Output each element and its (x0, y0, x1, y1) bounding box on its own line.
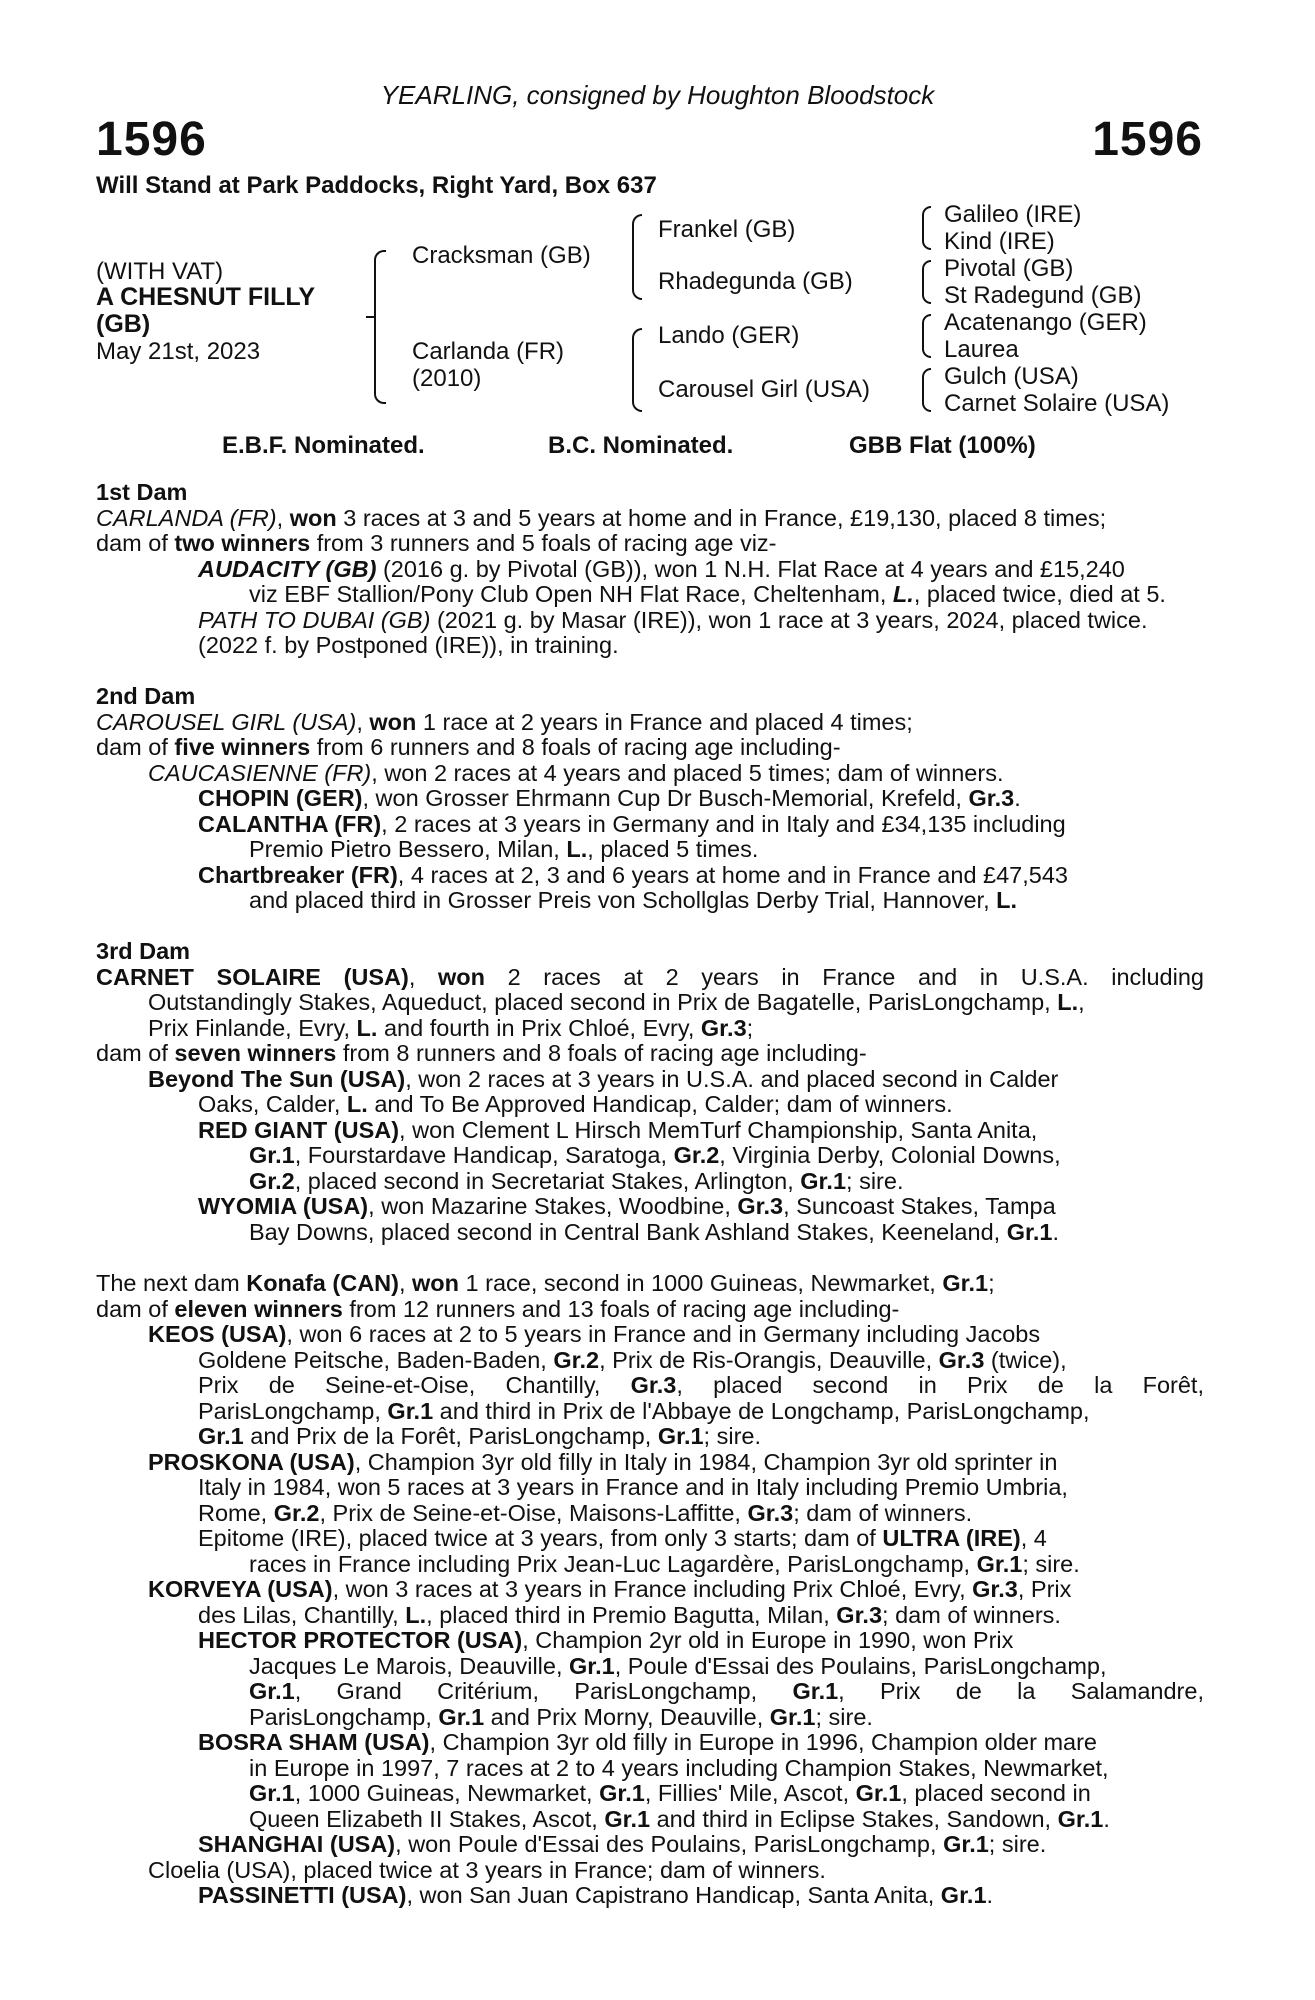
third-dam-line-11: Bay Downs, placed second in Central Bank Ashland Stakes, Keeneland, Gr.1. (249, 1219, 1059, 1245)
bosra-line-1: BOSRA SHAM (USA), Champion 3yr old filly in Europe in 1996, Champion older mare (198, 1730, 1098, 1755)
horse-country: (GB) (96, 310, 151, 338)
second-dam-line-6: Premio Pietro Bessero, Milan, L., placed 5 times. (249, 837, 759, 862)
sd-brace (922, 260, 931, 304)
consignment-line: YEARLING, consigned by Houghton Bloodstock (380, 80, 935, 110)
second-dam-line-2: dam of five winners from 6 runners and 8 foals of racing age including- (96, 735, 841, 760)
hector-line-2: Jacques Le Marois, Deauville, Gr.1, Poule d'Essai des Poulains, ParisLongchamp, (249, 1653, 1107, 1679)
lot-number-right: 1596 (1092, 113, 1203, 166)
second-dam-line-3: CAUCASIENNE (FR), won 2 races at 4 years and placed 5 times; dam of winners. (148, 760, 1004, 786)
foaling-date: May 21st, 2023 (96, 338, 261, 365)
first-dam-line-3: AUDACITY (GB) (2016 g. by Pivotal (GB)), won 1 N.H. Flat Race at 4 years and £15,240 (198, 556, 1125, 582)
gg-sss: Galileo (IRE) (944, 201, 1082, 228)
third-dam-line-8: Gr.1, Fourstardave Handicap, Saratoga, Gr.2, Virginia Derby, Colonial Downs, (249, 1143, 1061, 1168)
proskona-line-1: PROSKONA (USA), Champion 3yr old filly in Italy in 1984, Champion 3yr old sprinter in (148, 1449, 1058, 1475)
hector-line-4: ParisLongchamp, Gr.1 and Prix Morny, Deauville, Gr.1; sire. (249, 1704, 873, 1730)
first-dam-line-6: (2022 f. by Postponed (IRE)), in training. (198, 633, 619, 658)
proskona-line-3: Rome, Gr.2, Prix de Seine-et-Oise, Maisons-Laffitte, Gr.3; dam of winners. (198, 1500, 973, 1526)
ebf-nomination: E.B.F. Nominated. (222, 432, 425, 459)
bosra-line-4: Queen Elizabeth II Stakes, Ascot, Gr.1 and third in Eclipse Stakes, Sandown, Gr.1. (249, 1806, 1110, 1832)
second-dam-line-7: Chartbreaker (FR), 4 races at 2, 3 and 6 years at home and in France and £47,543 (198, 862, 1068, 888)
dam: Carlanda (FR) (412, 338, 565, 365)
keos-line-2: Goldene Peitsche, Baden-Baden, Gr.2, Prix de Ris-Orangis, Deauville, Gr.3 (twice), (198, 1347, 1067, 1373)
first-dam-line-5: PATH TO DUBAI (GB) (2021 g. by Masar (IRE)), won 1 race at 3 years, 2024, placed twice. (198, 607, 1148, 633)
ds-brace (922, 314, 931, 358)
sire: Cracksman (GB) (412, 242, 591, 269)
third-dam-line-3: Prix Finlande, Evry, L. and fourth in Prix Chloé, Evry, Gr.3; (148, 1015, 754, 1041)
sire-sire: Frankel (GB) (658, 216, 796, 243)
second-dam-line-1: CAROUSEL GIRL (USA), won 1 race at 2 years in France and placed 4 times; (96, 709, 913, 735)
second-dam-line-5: CALANTHA (FR), 2 races at 3 years in Germany and in Italy and £34,135 including (198, 811, 1066, 837)
first-dam-line-4: viz EBF Stallion/Pony Club Open NH Flat Race, Cheltenham, L., placed twice, died at 5. (249, 582, 1166, 607)
gg-sds: Pivotal (GB) (944, 255, 1074, 282)
keos-line-4: ParisLongchamp, Gr.1 and third in Prix de l'Abbaye de Longchamp, ParisLongchamp, (198, 1398, 1090, 1424)
cloelia-line-1: Cloelia (USA), placed twice at 3 years in France; dam of winners. (148, 1857, 826, 1883)
passinetti-line-1: PASSINETTI (USA), won San Juan Capistrano Handicap, Santa Anita, Gr.1. (198, 1883, 994, 1908)
bc-nomination: B.C. Nominated. (548, 432, 734, 459)
third-dam-line-4: dam of seven winners from 8 runners and 8 foals of racing age including- (96, 1041, 867, 1066)
first-dam-heading: 1st Dam (96, 480, 188, 505)
third-dam-section (96, 939, 1204, 1245)
korveya-line-2: des Lilas, Chantilly, L., placed third in Premio Bagutta, Milan, Gr.3; dam of winners. (198, 1602, 1061, 1628)
keos-line-1: KEOS (USA), won 6 races at 2 to 5 years in France and in Germany including Jacobs (148, 1322, 1041, 1347)
bosra-line-2: in Europe in 1997, 7 races at 2 to 4 years including Champion Stakes, Newmarket, (249, 1755, 1109, 1781)
hector-line-1: HECTOR PROTECTOR (USA), Champion 2yr old in Europe in 1990, won Prix (198, 1628, 1014, 1653)
shanghai-line-1: SHANGHAI (USA), won Poule d'Essai des Poulains, ParisLongchamp, Gr.1; sire. (198, 1832, 1047, 1857)
next-dam-line-1: The next dam Konafa (CAN), won 1 race, second in 1000 Guineas, Newmarket, Gr.1; (96, 1271, 995, 1296)
pedigree-brace-main (374, 250, 386, 404)
keos-line-3: Prix de Seine-et-Oise, Chantilly, Gr.3, placed second in Prix de la Forêt, (198, 1373, 1204, 1398)
stand-location: Will Stand at Park Paddocks, Right Yard, Box 637 (96, 172, 657, 199)
first-dam-line-2: dam of two winners from 3 runners and 5 foals of racing age viz- (96, 531, 777, 556)
gg-dss: Acatenango (GER) (944, 309, 1147, 336)
first-dam-section (96, 480, 1204, 659)
proskona-line-2: Italy in 1984, won 5 races at 3 years in France and in Italy including Premio Umbria, (198, 1475, 1068, 1500)
korveya-line-1: KORVEYA (USA), won 3 races at 3 years in France including Prix Chloé, Evry, Gr.3, Prix (148, 1577, 1072, 1602)
dam-sire: Lando (GER) (658, 322, 800, 349)
dd-brace (922, 368, 931, 412)
horse-name: A CHESNUT FILLY (96, 283, 315, 311)
second-dam-line-8: and placed third in Grosser Preis von Schollglas Derby Trial, Hannover, L. (249, 888, 1018, 913)
first-dam-line-1: CARLANDA (FR), won 3 races at 3 and 5 years at home and in France, £19,130, placed 8 times; (96, 505, 1107, 531)
second-dam-section (96, 684, 1204, 914)
vat-note: (WITH VAT) (96, 258, 224, 285)
third-dam-line-6: Oaks, Calder, L. and To Be Approved Handicap, Calder; dam of winners. (198, 1092, 953, 1117)
sire-dam: Rhadegunda (GB) (658, 268, 853, 295)
ss-brace (922, 206, 931, 250)
third-dam-line-7: RED GIANT (USA), won Clement L Hirsch MemTurf Championship, Santa Anita, (198, 1117, 1038, 1143)
third-dam-line-1: CARNET SOLAIRE (USA), won 2 races at 2 years in France and in U.S.A. including (96, 964, 1204, 990)
gg-ddd: Carnet Solaire (USA) (944, 390, 1170, 417)
gg-sdd: St Radegund (GB) (944, 282, 1142, 309)
gg-dds: Gulch (USA) (944, 363, 1079, 390)
bosra-line-3: Gr.1, 1000 Guineas, Newmarket, Gr.1, Fillies' Mile, Ascot, Gr.1, placed second in (249, 1781, 1091, 1806)
dam-year: (2010) (412, 365, 482, 392)
second-dam-line-4: CHOPIN (GER), won Grosser Ehrmann Cup Dr Busch-Memorial, Krefeld, Gr.3. (198, 786, 1021, 811)
keos-line-5: Gr.1 and Prix de la Forêt, ParisLongchamp, Gr.1; sire. (198, 1424, 762, 1449)
dam-dam: Carousel Girl (USA) (658, 376, 871, 403)
epitome-line-1: Epitome (IRE), placed twice at 3 years, from only 3 starts; dam of ULTRA (IRE), 4 (198, 1526, 1047, 1551)
gbb-flat: GBB Flat (100%) (849, 432, 1036, 459)
gg-ssd: Kind (IRE) (944, 228, 1055, 255)
third-dam-line-2: Outstandingly Stakes, Aqueduct, placed second in Prix de Bagatelle, ParisLongchamp, L., (148, 990, 1085, 1015)
sire-brace (632, 214, 642, 300)
third-dam-heading: 3rd Dam (96, 939, 191, 964)
gg-dsd: Laurea (944, 336, 1019, 363)
pedigree-brace-tip (366, 316, 376, 318)
third-dam-line-10: WYOMIA (USA), won Mazarine Stakes, Woodbine, Gr.3, Suncoast Stakes, Tampa (198, 1194, 1056, 1219)
next-dam-section (96, 1271, 1204, 1909)
third-dam-line-9: Gr.2, placed second in Secretariat Stakes, Arlington, Gr.1; sire. (249, 1168, 904, 1194)
dam-brace (632, 328, 642, 412)
next-dam-line-2: dam of eleven winners from 12 runners and 13 foals of racing age including- (96, 1296, 900, 1322)
third-dam-line-5: Beyond The Sun (USA), won 2 races at 3 years in U.S.A. and placed second in Calder (148, 1066, 1059, 1092)
hector-line-3: Gr.1, Grand Critérium, ParisLongchamp, Gr.1, Prix de la Salamandre, (249, 1679, 1204, 1704)
second-dam-heading: 2nd Dam (96, 684, 196, 709)
lot-number-left: 1596 (96, 113, 207, 166)
epitome-line-2: races in France including Prix Jean-Luc Lagardère, ParisLongchamp, Gr.1; sire. (249, 1551, 1080, 1577)
